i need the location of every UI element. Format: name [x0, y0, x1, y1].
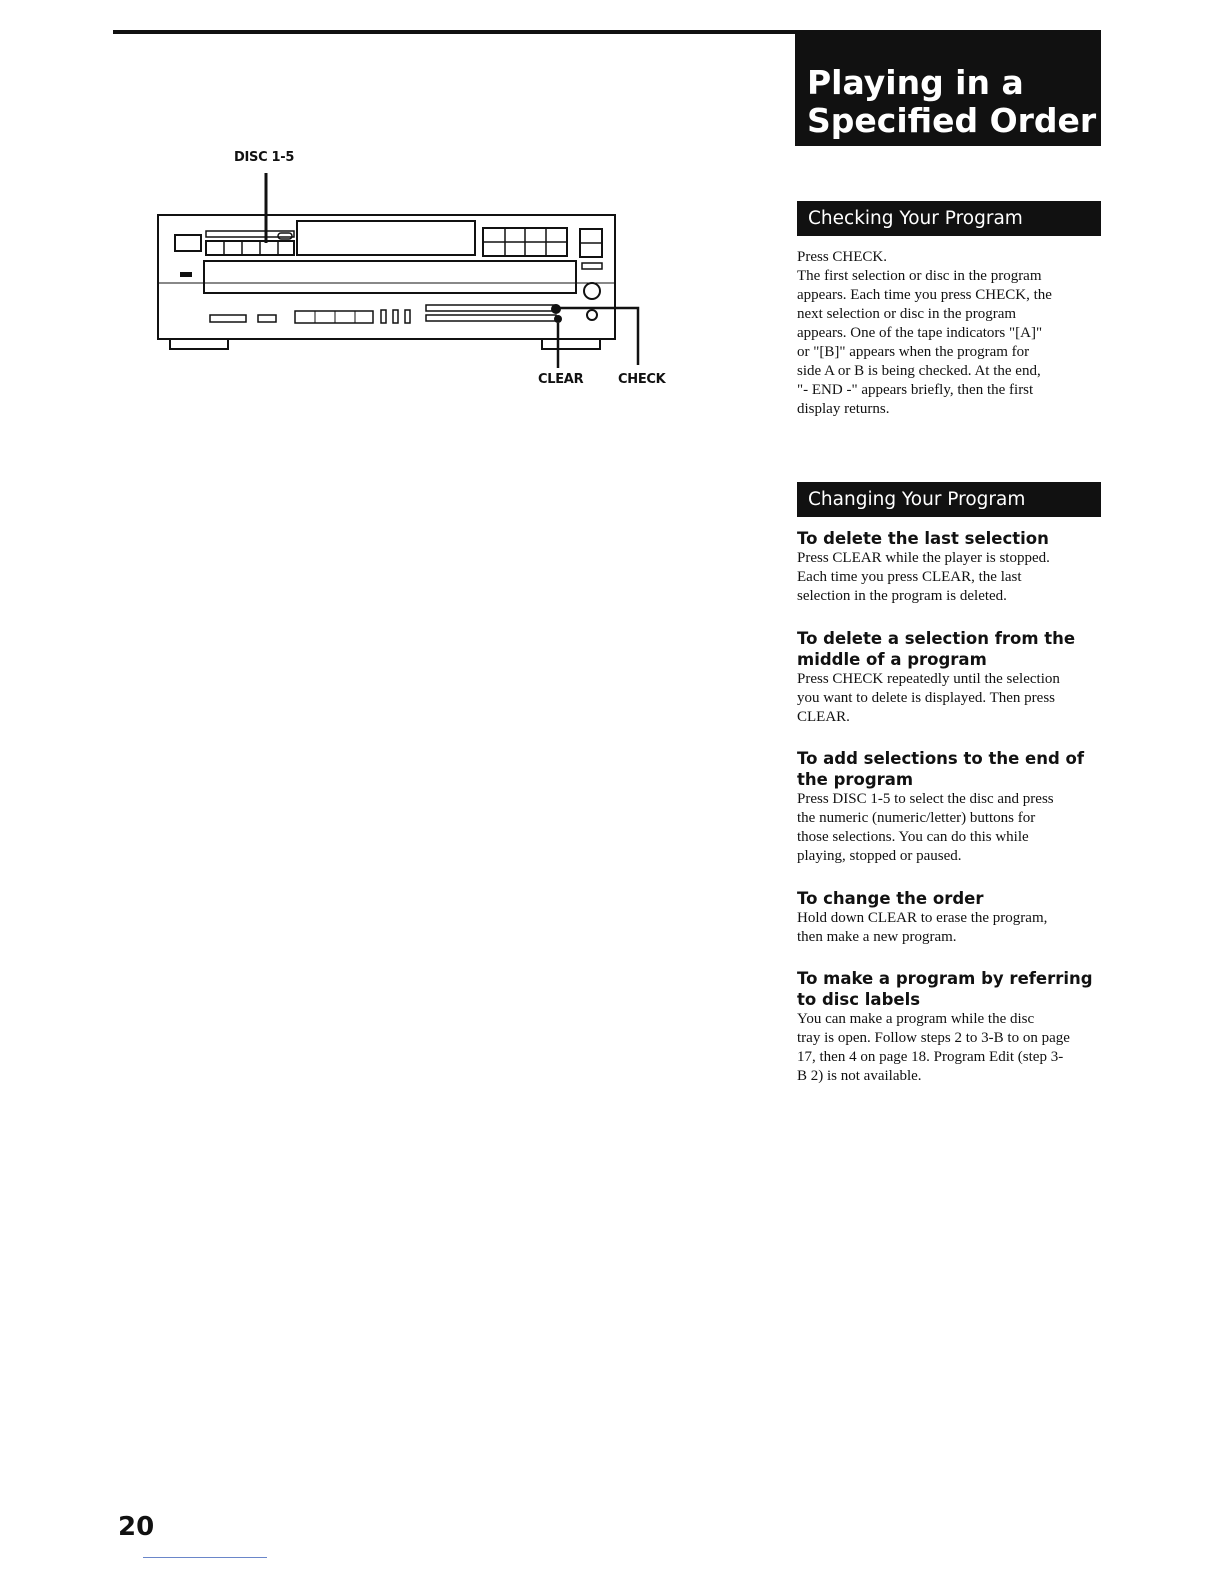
- checking-line: display returns.: [797, 401, 890, 417]
- checking-paragraph: [797, 248, 1103, 419]
- text-line: Press CLEAR while the player is stopped.: [797, 550, 1050, 566]
- disc-1-5-label: DISC 1-5: [234, 150, 295, 165]
- subhead: the program: [797, 770, 914, 789]
- title-line-2: Specified Order: [807, 101, 1097, 140]
- check-label: CHECK: [618, 372, 666, 387]
- checking-line: appears. One of the tape indicators "[A]": [797, 325, 1043, 341]
- item-text: [797, 549, 1103, 606]
- item-text: [797, 909, 1103, 947]
- text-line: tray is open. Follow steps 2 to 3-B to on page: [797, 1030, 1070, 1046]
- subhead: To delete the last selection: [797, 529, 1049, 548]
- item-text: [797, 790, 1103, 866]
- subhead: middle of a program: [797, 650, 987, 669]
- clear-label: CLEAR: [538, 372, 584, 387]
- subhead: To make a program by referring: [797, 969, 1093, 988]
- disc-labels-block: [797, 968, 1103, 1086]
- text-line: Each time you press CLEAR, the last: [797, 569, 1022, 585]
- bottom-link-underline: [143, 1557, 267, 1558]
- text-line: you want to delete is displayed. Then press: [797, 690, 1056, 706]
- item-text: [797, 1010, 1103, 1086]
- delete-last-selection-block: [797, 528, 1103, 606]
- text-line: selection in the program is deleted.: [797, 588, 1007, 604]
- text-line: 17, then 4 on page 18. Program Edit (step 3-: [797, 1049, 1064, 1065]
- checking-line: "- END -" appears briefly, then the first: [797, 382, 1034, 398]
- changing-section-heading: Changing Your Program: [797, 482, 1101, 517]
- subhead: To change the order: [797, 889, 984, 908]
- checking-line: Press CHECK.: [797, 249, 888, 265]
- item-text: [797, 670, 1103, 727]
- text-line: Press DISC 1-5 to select the disc and press: [797, 791, 1054, 807]
- text-line: You can make a program while the disc: [797, 1011, 1035, 1027]
- change-order-block: [797, 888, 1103, 947]
- title-line-1: Playing in a: [807, 63, 1024, 102]
- text-line: Hold down CLEAR to erase the program,: [797, 910, 1048, 926]
- text-line: B 2) is not available.: [797, 1068, 922, 1084]
- checking-section-heading: Checking Your Program: [797, 201, 1101, 236]
- text-line: CLEAR.: [797, 709, 850, 725]
- checking-line: side A or B is being checked. At the end,: [797, 363, 1041, 379]
- add-selections-block: [797, 748, 1103, 866]
- text-line: Press CHECK repeatedly until the selection: [797, 671, 1060, 687]
- checking-line: next selection or disc in the program: [797, 306, 1017, 322]
- delete-middle-selection-block: [797, 628, 1103, 727]
- cd-player-front-panel-icon: [150, 165, 650, 375]
- checking-line: appears. Each time you press CHECK, the: [797, 287, 1052, 303]
- text-line: the numeric (numeric/letter) buttons for: [797, 810, 1036, 826]
- subhead: To delete a selection from the: [797, 629, 1076, 648]
- text-line: playing, stopped or paused.: [797, 848, 962, 864]
- text-line: then make a new program.: [797, 929, 957, 945]
- page-number: 20: [118, 1512, 155, 1542]
- page-title: [795, 34, 1101, 146]
- text-line: those selections. You can do this while: [797, 829, 1029, 845]
- checking-line: or "[B]" appears when the program for: [797, 344, 1030, 360]
- subhead: To add selections to the end of: [797, 749, 1085, 768]
- subhead: to disc labels: [797, 990, 921, 1009]
- checking-line: The first selection or disc in the program: [797, 268, 1042, 284]
